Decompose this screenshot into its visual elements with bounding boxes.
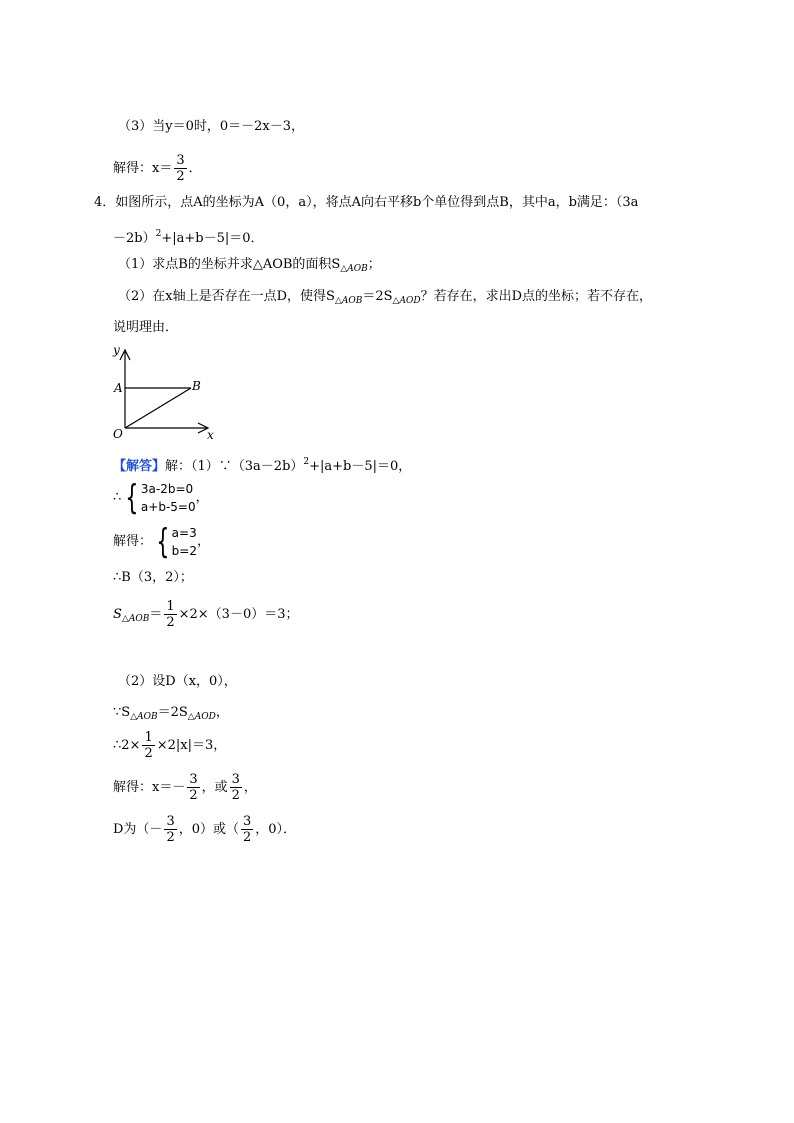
question-stem: 如图所示，点A的坐标为A（0，a），将点A向右平移b个单位得到点B，其中a，b满足：（3a xyxy=(115,195,639,210)
part2-because xyxy=(113,704,229,726)
area-eq: ＝ xyxy=(149,607,163,622)
question-part1 xyxy=(118,256,381,278)
question-part2-line2: 说明理由． xyxy=(113,320,179,335)
system-end: ， xyxy=(196,534,210,549)
label-y: y xyxy=(113,343,120,357)
fraction-denominator: 2 xyxy=(243,830,252,845)
equation-system-2 xyxy=(113,520,210,564)
solve-end: ， xyxy=(243,780,257,795)
answer-intro-end: +|a+b－5|＝0， xyxy=(309,459,412,474)
part2-set-D: （2）设D（x，0）， xyxy=(118,674,237,689)
fraction-denominator: 2 xyxy=(189,788,198,803)
system-row: a=3 xyxy=(171,525,197,540)
label-B: B xyxy=(192,379,201,393)
subscript: △AOB xyxy=(340,264,368,274)
answer-intro-text: 解：（1）∵（3a－2b） xyxy=(165,459,304,474)
prev-solve-prefix: 解得：x＝ xyxy=(113,161,173,176)
brace-icon: { xyxy=(156,521,170,562)
fraction-3-over-2 xyxy=(187,772,199,803)
point-B-result: ∴B（3，2）； xyxy=(113,570,193,585)
subscript: △AOD xyxy=(392,296,421,306)
subscript: △AOB xyxy=(130,712,158,722)
fraction-numerator: 3 xyxy=(176,153,185,168)
label-A: A xyxy=(114,381,123,395)
fraction-numerator: 3 xyxy=(231,772,240,787)
segment-OB xyxy=(125,388,191,428)
solve-label: 解得： xyxy=(113,534,153,549)
solve-mid: ，或 xyxy=(201,780,228,795)
because-end: ， xyxy=(215,705,229,720)
fraction-3-over-2 xyxy=(241,814,253,845)
part1-end: ； xyxy=(367,257,381,272)
label-O: O xyxy=(113,427,123,441)
fraction-numerator: 1 xyxy=(144,730,153,745)
fraction-denominator: 2 xyxy=(166,615,175,630)
because-text: ∵S xyxy=(113,705,131,720)
fraction-numerator: 3 xyxy=(189,772,198,787)
system-row: a+b-5=0 xyxy=(140,499,196,514)
fraction-1-over-2 xyxy=(142,730,154,761)
D-end: ，0）． xyxy=(255,822,297,837)
question-stem-line1 xyxy=(94,194,638,212)
system-block xyxy=(152,521,197,562)
system-end: ， xyxy=(195,490,209,505)
equation-start: ∴2× xyxy=(113,738,141,753)
area-rest: ×2×（3－0）＝3； xyxy=(178,607,299,622)
system-block xyxy=(121,477,196,518)
prev-part-solution xyxy=(113,150,202,188)
subscript: △AOD xyxy=(187,712,216,722)
part2-D-result xyxy=(113,811,296,849)
brace-icon: { xyxy=(125,477,139,518)
prev-part-line: （3）当y＝0时，0＝－2x－3， xyxy=(118,119,305,134)
fraction-3-over-2 xyxy=(164,814,176,845)
fraction-denominator: 2 xyxy=(176,169,185,184)
therefore-symbol: ∴ xyxy=(113,490,122,505)
part2-mid: ＝2S xyxy=(362,289,393,304)
equation-end: ×2|x|＝3， xyxy=(156,738,227,753)
because-mid: ＝2S xyxy=(157,705,188,720)
stem-part: +|a+b－5|＝0． xyxy=(161,231,264,246)
system-row: 3a-2b=0 xyxy=(140,481,194,496)
fraction-1-over-2 xyxy=(164,599,176,630)
superscript: 2 xyxy=(155,229,162,239)
D-mid: ，0）或（ xyxy=(178,822,239,837)
question-stem-line2 xyxy=(113,225,264,248)
prev-solve-suffix: ． xyxy=(188,161,202,176)
area-computation xyxy=(113,596,299,638)
question-part2 xyxy=(118,288,652,310)
answer-tag: 【解答】 xyxy=(113,459,166,474)
fraction-numerator: 3 xyxy=(166,814,175,829)
answer-intro xyxy=(113,453,411,476)
fraction-numerator: 3 xyxy=(243,814,252,829)
area-S: S xyxy=(113,607,122,622)
part2-text: （2）在x轴上是否存在一点D，使得S xyxy=(118,289,335,304)
fraction-3-over-2 xyxy=(230,772,242,803)
fraction-denominator: 2 xyxy=(231,788,240,803)
D-start: D为（－ xyxy=(113,822,163,837)
part2-equation xyxy=(113,727,226,765)
fraction-numerator: 1 xyxy=(166,599,175,614)
solve-start: 解得：x＝－ xyxy=(113,780,186,795)
stem-part: －2b） xyxy=(113,231,156,246)
fraction-denominator: 2 xyxy=(144,746,153,761)
label-x: x xyxy=(207,428,214,442)
coordinate-figure xyxy=(105,340,230,445)
part2-solve xyxy=(113,769,257,807)
question-number: 4． xyxy=(94,195,116,210)
subscript: △AOB xyxy=(334,296,363,306)
superscript: 2 xyxy=(303,457,310,467)
subscript: △AOB xyxy=(121,614,150,624)
equation-system-1 xyxy=(113,476,209,520)
fraction-denominator: 2 xyxy=(166,830,175,845)
part2-end: ？若存在，求出D点的坐标；若不存在， xyxy=(420,289,652,304)
fraction-3-over-2 xyxy=(174,153,186,184)
part1-text: （1）求点B的坐标并求△AOB的面积S xyxy=(118,257,341,272)
system-row: b=2 xyxy=(171,543,197,558)
